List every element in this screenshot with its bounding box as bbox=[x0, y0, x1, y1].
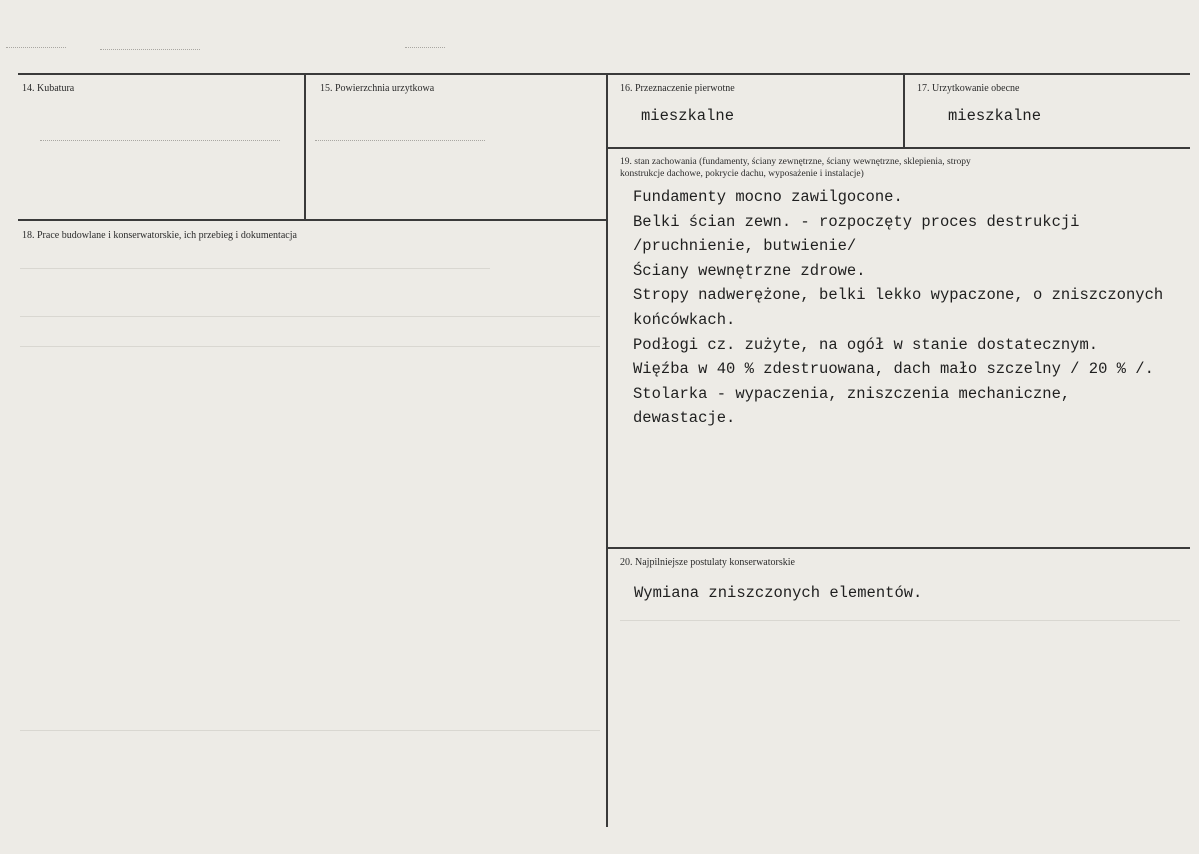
field-19-line: Fundamenty mocno zawilgocone. bbox=[633, 188, 903, 206]
field-19-label-line1: 19. stan zachowania (fundamenty, ściany zewnętrzne, ściany wewnętrzne, sklepienia, stropy bbox=[620, 157, 971, 167]
field-19-line: końcówkach. bbox=[633, 310, 736, 329]
field-17-value: mieszkalne bbox=[948, 107, 1042, 125]
dotted-guide bbox=[315, 140, 485, 142]
field-19-line: dewastacje. bbox=[633, 409, 736, 428]
column-divider bbox=[304, 74, 306, 220]
field-19-label-line2: konstrukcje dachowe, pokrycie dachu, wyposażenie i instalacje) bbox=[620, 169, 864, 179]
show-through-line bbox=[620, 620, 1180, 621]
dotted-mark bbox=[6, 47, 66, 49]
field-16-label: 16. Przeznaczenie pierwotne bbox=[620, 83, 735, 94]
field-20-label: 20. Najpilniejsze postulaty konserwatorskie bbox=[620, 557, 795, 568]
field-19-line: Stolarka - wypaczenia, zniszczenia mechaniczne, bbox=[633, 384, 1071, 403]
field-19-line: Więźba w 40 % zdestruowana, dach mało szczelny / 20 % /. bbox=[633, 360, 1154, 379]
field-19-line: Ściany wewnętrzne zdrowe. bbox=[633, 261, 866, 280]
center-divider bbox=[606, 74, 608, 827]
field-19-text bbox=[633, 185, 1163, 431]
field-17-label: 17. Urzytkowanie obecne bbox=[917, 83, 1020, 94]
show-through-line bbox=[20, 268, 490, 269]
dotted-guide bbox=[40, 140, 280, 142]
field-19-line: /pruchnienie, butwienie/ bbox=[633, 237, 857, 256]
field-18-label: 18. Prace budowlane i konserwatorskie, ich przebieg i dokumentacja bbox=[22, 230, 297, 241]
table-top-rule bbox=[18, 73, 1190, 75]
row-rule bbox=[608, 547, 1190, 549]
field-16-value: mieszkalne bbox=[641, 107, 735, 125]
row-rule bbox=[18, 219, 606, 221]
dotted-mark bbox=[100, 49, 200, 51]
field-19-line: Podłogi cz. zużyte, na ogół w stanie dostatecznym. bbox=[633, 335, 1099, 354]
show-through-line bbox=[20, 346, 600, 347]
field-19-line: Stropy nadwerężone, belki lekko wypaczone, o zniszczonych bbox=[633, 286, 1164, 305]
field-19-line: Belki ścian zewn. - rozpoczęty proces destrukcji bbox=[633, 212, 1080, 231]
show-through-line bbox=[20, 730, 600, 731]
dotted-mark bbox=[405, 47, 445, 49]
field-20-value: Wymiana zniszczonych elementów. bbox=[634, 584, 923, 602]
field-14-label: 14. Kubatura bbox=[22, 83, 75, 94]
show-through-line bbox=[20, 316, 600, 317]
column-divider bbox=[903, 74, 905, 148]
row-rule bbox=[608, 147, 1190, 149]
field-15-label: 15. Powierzchnia urzytkowa bbox=[320, 83, 435, 94]
